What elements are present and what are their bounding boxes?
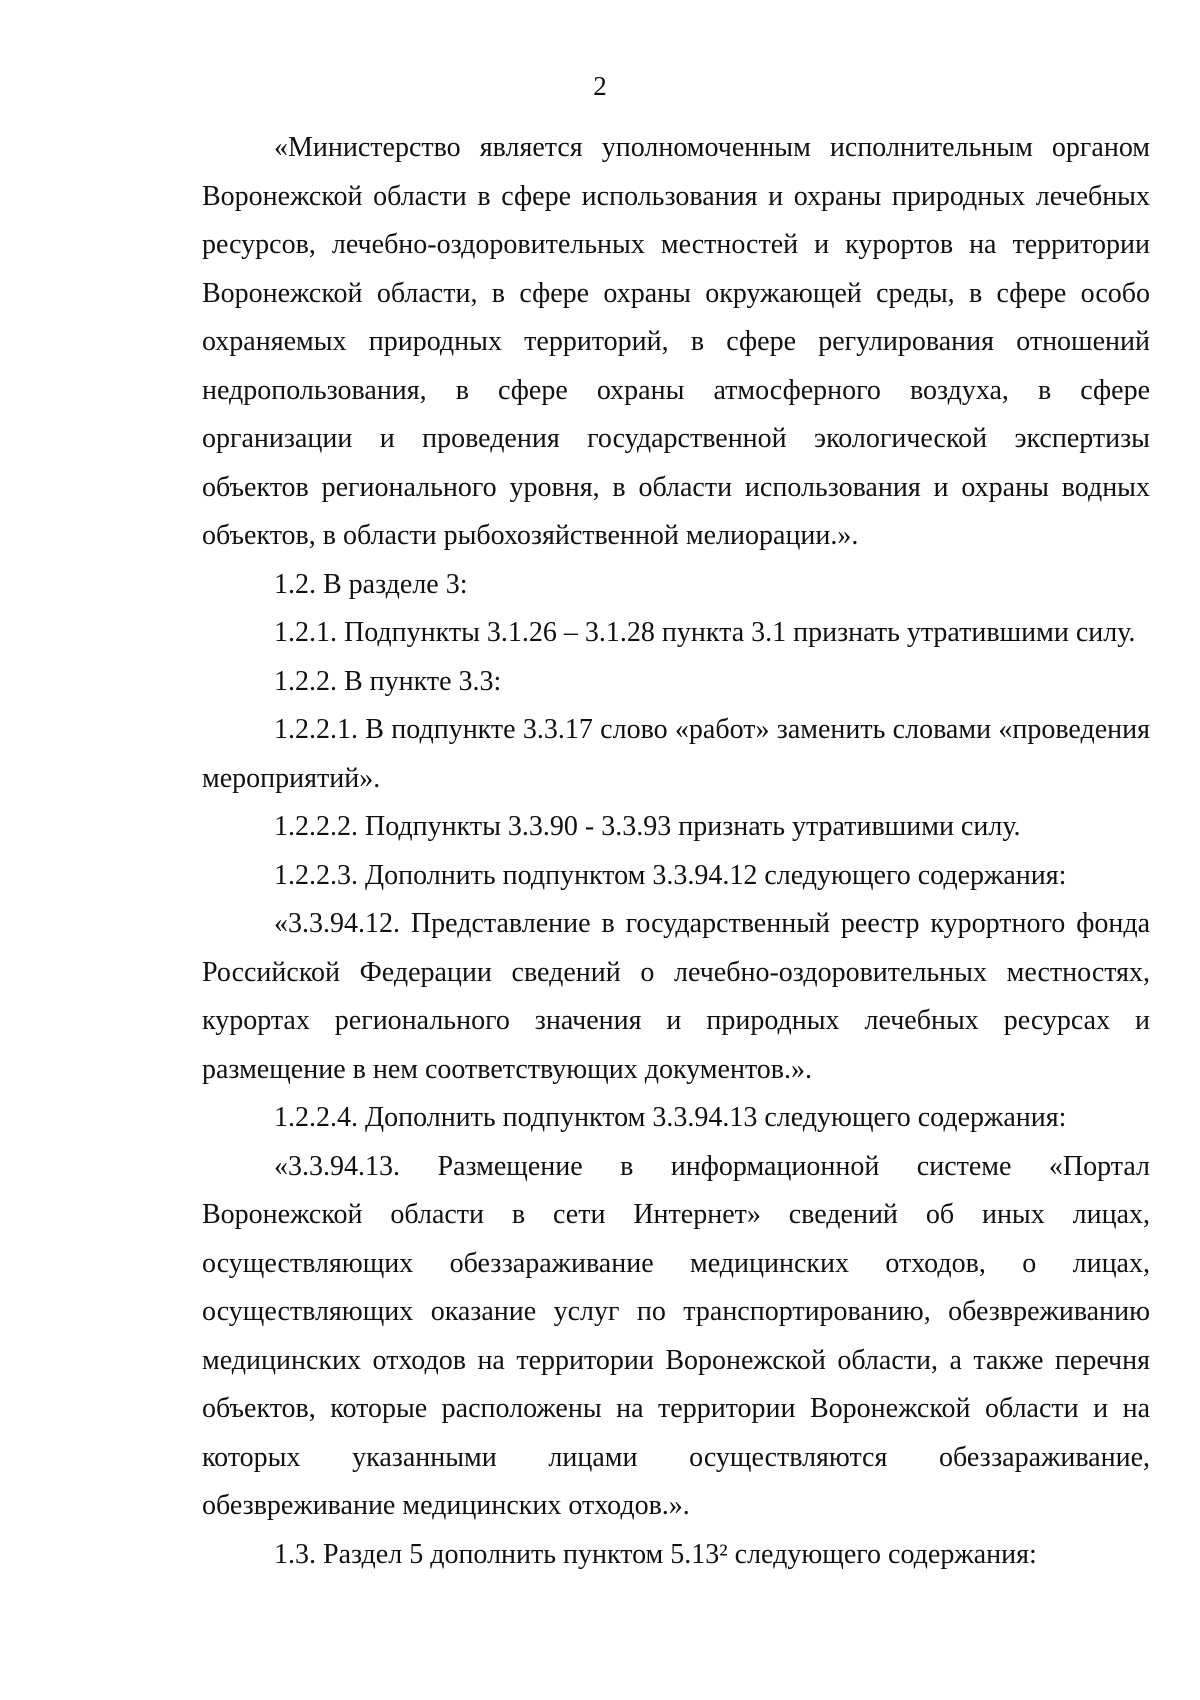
document-body <box>202 124 1150 1579</box>
paragraph-ministry-definition: «Министерство является уполномоченным исполнительным органом Воронежской области в сфере использования и охраны природных лечебных ресурсов, лечебно-оздоровительных местностей и курортов на территории Воронежской области, в сфере охраны окружающей среды, в сфере особо охраняемых природных территорий, в сфере регулирования отношений недропользования, в сфере охраны атмосферного воздуха, в сфере организации и проведения государственной экологической экспертизы объектов регионального уровня, в области использования и охраны водных объектов, в области рыбохозяйственной мелиорации.». <box>202 132 1150 551</box>
paragraph-1-2-2-1: 1.2.2.1. В подпункте 3.3.17 слово «работ» заменить словами «проведения мероприятий». <box>202 714 1150 794</box>
paragraph-1-2: 1.2. В разделе 3: <box>274 568 468 600</box>
paragraph-3-3-94-13: «3.3.94.13. Размещение в информационной системе «Портал Воронежской области в сети Интернет» сведений об иных лицах, осуществляющих обеззараживание медицинских отходов, о лицах, осуществляющих оказание услуг по транспортированию, обезвреживанию медицинских отходов на территории Воронежской области, а также перечня объектов, которые расположены на территории Воронежской области и на которых указанными лицами осуществляются обеззараживание, обезвреживание медицинских отходов.». <box>202 1150 1150 1521</box>
paragraph-3-3-94-12: «3.3.94.12. Представление в государственный реестр курортного фонда Российской Федерации сведений о лечебно-оздоровительных местностях, курортах регионального значения и природных лечебных ресурсах и размещение в нем соответствующих документов.». <box>202 908 1150 1085</box>
page-number: 2 <box>593 71 607 101</box>
paragraph-1-2-2-2: 1.2.2.2. Подпункты 3.3.90 - 3.3.93 признать утратившими силу. <box>274 811 1021 842</box>
paragraph-1-2-2-4: 1.2.2.4. Дополнить подпунктом 3.3.94.13 следующего содержания: <box>274 1102 1067 1133</box>
paragraph-1-2-1: 1.2.1. Подпункты 3.1.26 – 3.1.28 пункта 3.1 признать утратившими силу. <box>274 617 1136 648</box>
paragraph-1-2-2-3: 1.2.2.3. Дополнить подпунктом 3.3.94.12 следующего содержания: <box>274 859 1067 891</box>
paragraph-1-2-2: 1.2.2. В пункте 3.3: <box>274 665 502 697</box>
paragraph-1-3: 1.3. Раздел 5 дополнить пунктом 5.13² следующего содержания: <box>274 1538 1037 1570</box>
